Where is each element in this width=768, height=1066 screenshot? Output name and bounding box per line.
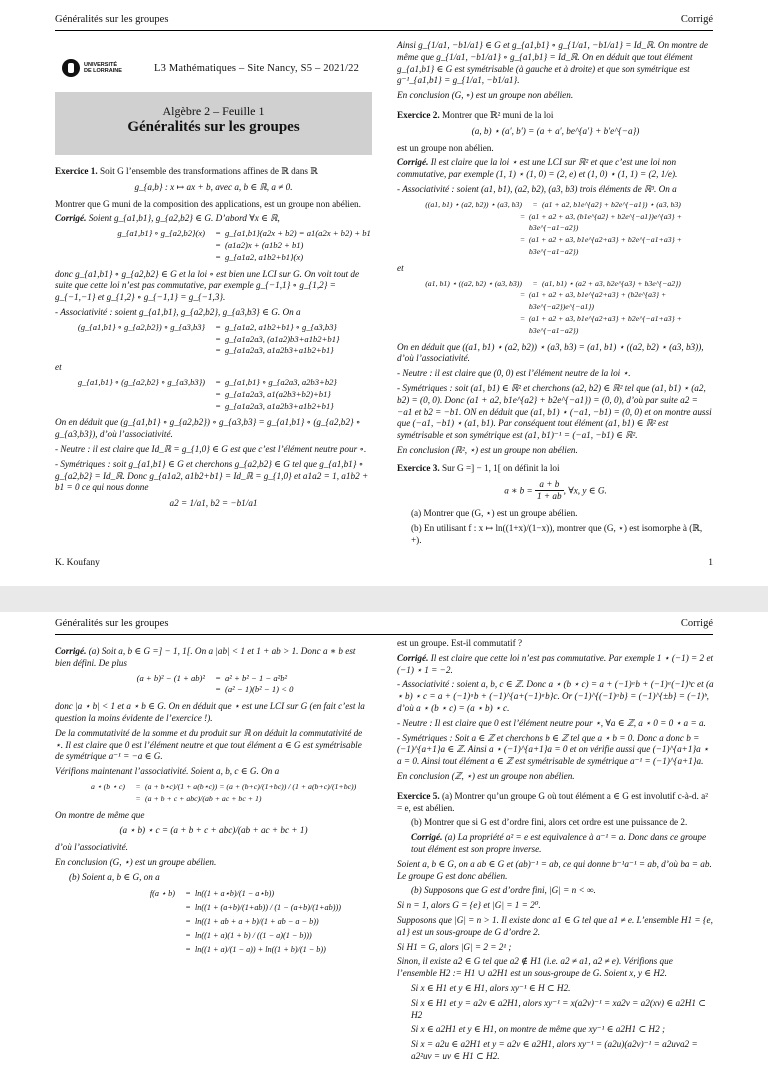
equation-block-8: f(a ⋆ b) = ln((1 + a⋆b)/(1 − a⋆b)) = ln((1 + (a+b)/(1+ab)) / (1 − (a+b)/(1+ab))) = ln((1 + ab + a + b)/(1 + ab − a − b)) = ln((1 + a)(1 + b) / ((1 − a)(1 − b))) = ln((1 + a)/(1 − a)) + ln((1 + b)/(1 − b)) bbox=[149, 888, 341, 954]
conclusion: En conclusion (G, ⋆) est un groupe abélien. bbox=[55, 856, 217, 867]
paragraph: On en déduit que (g_{a1,b1} ∘ g_{a2,b2}) ∘ g_{a3,b3} = g_{a1,b1} ∘ (g_{a2,b2} ∘ g_{a3,b3}), d’où l’associativité. bbox=[55, 417, 361, 440]
exercise-1-label: Exercice 1. bbox=[55, 166, 98, 176]
equation-block-5: (a1, b1) ⋆ ((a2, b2) ⋆ (a3, b3)) = (a1, b1) ⋆ (a2 + a3, b2e^{a3} + b3e^{−a2}) = (a1 + a2 + a3, b1e^{a2+a3} + (b2e^{a3} + b3e^{−a2})e^{−a1}) = (a1 + a2 + a3, b1e^{a2+a3} + b2e^{−a1+a3} + b3e^{−a1−a2}) bbox=[425, 278, 682, 335]
paragraph: On montre de même que bbox=[55, 809, 145, 820]
paragraph: est un groupe. Est-il commutatif ? bbox=[397, 638, 523, 648]
equation-block-6: (a + b)² − (1 + ab)² = a² + b² − 1 − a²b² = (a² − 1)(b² − 1) < 0 bbox=[136, 672, 294, 695]
associativity-paragraph: - Associativité : soient a, b, c ∈ ℤ. Donc a ⋆ (b ⋆ c) = a + (−1)ᵃb + (−1)ᵃ(−1)ᵇc et (a ⋆ b) ⋆ c = a + (−1)ᵃb + (−1)^{a+(−1)ᵃb}c. Or (−1)^{(−1)ᵃb} = (−1)^{±b} = (−1)ᵇ, d’où a ⋆ (b ⋆ c) = (a ⋆ b) ⋆ c. bbox=[397, 679, 714, 713]
paragraph: On en déduit que ((a1, b1) ⋆ (a2, b2)) ⋆ (a3, b3) = (a1, b1) ⋆ ((a2, b2) ⋆ (a3, b3)), d’où l’associativité. bbox=[397, 341, 704, 364]
left-column bbox=[55, 646, 372, 962]
paragraph: Soient a, b ∈ G, on a ab ∈ G et (ab)⁻¹ = ab, ce qui donne b⁻¹a⁻¹ = ab, d’où ba = ab. Le groupe G est donc abélien. bbox=[397, 858, 712, 881]
paragraph: Si n = 1, alors G = {e} et |G| = 1 = 2⁰. bbox=[397, 900, 541, 911]
equation-block-7: a ⋆ (b ⋆ c) = (a + b⋆c)/(1 + a(b⋆c)) = (a + (b+c)/(1+bc)) / (1 + a(b+c)/(1+bc)) = (a + b + c + abc)/(ab + ac + bc + 1) bbox=[90, 781, 357, 803]
page-number: 1 bbox=[708, 558, 713, 568]
symmetric-paragraph: - Symétriques : soit (a1, b1) ∈ ℝ² et cherchons (a2, b2) ∈ ℝ² tel que (a1, b1) ⋆ (a2, b2) = (0, 0). Donc (a1 + a2, b1e^{a2} + b2e^{−a1}) = (0, 0), d’où par suite a2 = −a1 et b2 = −b1. ON en déduit que (a1, b1) ⋆ (−a1, −b1) = (0, 0) et on montre aussi que (−a1, −b1) ⋆ (a1, b1). Par conséquent tout élément (a1, b1) ∈ ℝ² est symétrisable et son symétrique est (a1, b1)⁻¹ = (−a1, −b1) ∈ ℝ². bbox=[397, 382, 712, 441]
corrige-label: Corrigé. bbox=[55, 213, 87, 224]
exercise-5-part-a: (a) Montrer qu’un groupe G où tout élément a ∈ G est involutif c-à-d. a² = e, est abélien. bbox=[397, 790, 708, 813]
exercise-2-text: Montrer que ℝ² muni de la loi bbox=[441, 109, 554, 120]
corrige-text: (a) Soit a, b ∈ G =] − 1, 1[. On a |ab| < 1 et 1 + ab > 1. Donc a ∗ b est bien défini. De plus bbox=[55, 646, 356, 668]
exercise-5-label: Exercice 5. bbox=[397, 790, 440, 801]
exercise-5-part-b: (b) Montrer que si G est d’ordre fini, alors cet ordre est une puissance de 2. bbox=[411, 817, 688, 828]
header-left: Généralités sur les groupes bbox=[55, 618, 169, 629]
paragraph: Si x ∈ a2H1 et y ∈ H1, on montre de même que xy⁻¹ ∈ a2H1 ⊂ H2 ; bbox=[411, 1024, 666, 1035]
neutral-paragraph: - Neutre : Il est claire que 0 est l’élément neutre pour ⋆, ∀a ∈ ℤ, a ⋆ 0 = 0 ⋆ a = a. bbox=[397, 717, 706, 728]
logo-text: UNIVERSITÉ DE LORRAINE bbox=[84, 62, 122, 74]
paragraph: (b) Soient a, b ∈ G, on a bbox=[69, 871, 160, 882]
equation-block-2: (g_{a1,b1} ∘ g_{a2,b2}) ∘ g_{a3,b3} = g_{a1a2, a1b2+b1} ∘ g_{a3,b3} = g_{a1a2a3, (a1a2)b3+a1b2+b1} = g_{a1a2a3, a1a2b3+a1b2+b1} bbox=[77, 321, 340, 356]
header-left: Généralités sur les groupes bbox=[55, 14, 169, 25]
author: K. Koufany bbox=[55, 558, 100, 568]
exercise-3-label: Exercice 3. bbox=[397, 462, 440, 473]
right-column bbox=[397, 40, 714, 549]
paragraph: Si x = a2u ∈ a2H1 et y = a2v ∈ a2H1, alors xy⁻¹ = (a2u)(a2v)⁻¹ = a2uva2 = a2²uv = uv ∈ H1 ⊂ H2. bbox=[411, 1039, 698, 1061]
neutral-paragraph: - Neutre : il est claire que (0, 0) est l’élément neutre de la loi ⋆. bbox=[397, 368, 631, 379]
page-separator bbox=[0, 586, 768, 612]
sheet-title-box bbox=[55, 92, 372, 155]
equation-block-3: g_{a1,b1} ∘ (g_{a2,b2} ∘ g_{a3,b3}) = g_{a1,b1} ∘ g_{a2a3, a2b3+b2} = g_{a1a2a3, a1(a2b3+b2)+b1} = g_{a1a2a3, a1a2b3+a1b2+b1} bbox=[77, 376, 337, 411]
left-column bbox=[55, 166, 372, 515]
exercise-1-question: Montrer que G muni de la composition des applications, est un groupe non abélien. bbox=[55, 198, 361, 209]
paragraph: donc g_{a1,b1} ∘ g_{a2,b2} ∈ G et la loi ∘ est bien une LCI sur G. On voit tout de suite que cette loi n’est pas commutative, par exemple g_{−1,1} ∘ g_{1,2} = g_{−1,−1} et g_{1,2} ∘ g_{−1,1} = g_{−1,3}. bbox=[55, 268, 360, 303]
equation-row: = g_{a1a2, a1b2+b1}(x) bbox=[215, 251, 304, 262]
equation-block-4: ((a1, b1) ⋆ (a2, b2)) ⋆ (a3, b3) = (a1 + a2, b1e^{a2} + b2e^{−a1}) ⋆ (a3, b3) = (a1 + a2 + a3, (b1e^{a2} + b2e^{−a1})e^{a3} + b3e^{−a1−a2}) = (a1 + a2 + a3, b1e^{a2+a3} + b2e^{−a1+a3} + b3e^{−a1−a2}) bbox=[425, 199, 682, 256]
corrige-text: Il est claire que cette loi n’est pas commutative. Par exemple 1 ⋆ (−1) = 2 et (−1) ⋆ 1 = −2. bbox=[397, 652, 714, 675]
paragraph: Vérifions maintenant l’associativité. Soient a, b, c ∈ G. On a bbox=[55, 766, 280, 777]
corrige-intro: Soient g_{a1,b1}, g_{a2,b2} ∈ G. D’abord ∀x ∈ ℝ, bbox=[88, 213, 280, 224]
conclusion: En conclusion (G, ∘) est un groupe non abélien. bbox=[397, 90, 574, 101]
course-banner bbox=[62, 57, 372, 79]
exercise-2-equation: (a, b) ⋆ (a′, b′) = (a + a′, be^{a′} + b′e^{−a}) bbox=[471, 125, 640, 136]
header-right: Corrigé bbox=[680, 14, 713, 25]
conclusion: En conclusion (ℤ, ⋆) est un groupe non abélien. bbox=[397, 770, 575, 781]
corrige-label: Corrigé. bbox=[397, 652, 429, 663]
exercise-3-part-a: (a) Montrer que (G, ⋆) est un groupe abélien. bbox=[411, 508, 578, 519]
exercise-2-question: est un groupe non abélien. bbox=[397, 142, 494, 153]
page-2 bbox=[0, 612, 768, 1061]
exercise-2-label: Exercice 2. bbox=[397, 109, 440, 120]
symmetric-paragraph: - Symétriques : Soit a ∈ ℤ et cherchons b ∈ ℤ tel que a ⋆ b = 0. Donc a donc b = (−1)^{a+1}a ∈ ℤ. Ainsi a ⋆ (−1)^{a+1}a = 0 et on vérifie aussi que (−1)^{a+1}a ⋆ a = 0. Ainsi tout élément a ∈ ℤ est symétrisable de symétrique a⁻¹ = (−1)^{a+1}a. bbox=[397, 732, 709, 767]
equation: (a ⋆ b) ⋆ c = (a + b + c + abc)/(ab + ac + bc + 1) bbox=[119, 825, 308, 836]
paragraph: et bbox=[55, 362, 62, 373]
paragraph: Ainsi g_{1/a1, −b1/a1} ∈ G et g_{a1,b1} ∘ g_{1/a1, −b1/a1} = Id_ℝ. On montre de même que g_{1/a1, −b1/a1} ∘ g_{a1,b1} = Id_ℝ. On en déduit que tout élément g_{a1,b1} ∈ G est symétrisable (à gauche et à droite) et que son symétrique est g⁻¹_{a1,b1} = g_{1/a1, −b1/a1}. bbox=[397, 40, 709, 86]
corrige-label: Corrigé. bbox=[411, 832, 443, 843]
paragraph: (b) Supposons que G est d’ordre fini, |G| = n < ∞. bbox=[411, 885, 596, 896]
paragraph: Supposons que |G| = n > 1. Il existe donc a1 ∈ G tel que a1 ≠ e. L’ensemble H1 = {e, a1} est un sous-groupe de G d’ordre 2. bbox=[397, 914, 713, 937]
corrige-label: Corrigé. bbox=[55, 646, 87, 656]
sheet-subtitle: Algèbre 2 – Feuille 1 bbox=[162, 104, 265, 118]
equation-block-1 bbox=[55, 228, 372, 263]
equation-row: g_{a1,b1} ∘ g_{a2,b2}(x) = g_{a1,b1}(a2x + b2) = a1(a2x + b2) + b1 bbox=[117, 228, 371, 239]
university-logo-icon bbox=[62, 59, 80, 77]
paragraph: De la commutativité de la somme et du produit sur ℝ on déduit la commutativité de ⋆. Il est claire que 0 est l’élément neutre et que tout élément a ∈ G est symétrisable de symétrique a⁻¹ = −a ∈ G. bbox=[55, 727, 363, 762]
exercise-3-equation: a ∗ b = $\frac{a + b}{1 + ab}$ , ∀x, y ∈ G. bbox=[504, 478, 607, 502]
paragraph: Sinon, il existe a2 ∈ G tel que a2 ∉ H1 (i.e. a2 ≠ a1, a2 ≠ e). Vérifions que l’ensemble H2 := H1 ∪ a2H1 est un sous-groupe de G. Soient x, y ∈ H2. bbox=[397, 956, 673, 979]
symmetric-paragraph: - Symétriques : soit g_{a1,b1} ∈ G et cherchons g_{a2,b2} ∈ G tel que g_{a1,b1} ∘ g_{a2,b2} = Id_ℝ. Donc g_{a1a2, a1b2+b1} = Id_ℝ = g_{1,0} et a1a2 = 1, a1b2 + b1 = 0 ce qui nous donne bbox=[55, 458, 369, 493]
paragraph: d’où l’associativité. bbox=[55, 842, 128, 853]
paragraph: et bbox=[397, 262, 404, 273]
paragraph: donc |a ⋆ b| < 1 et a ⋆ b ∈ G. On en déduit que ⋆ est une LCI sur G (en fait c’est la question la moins évidente de l’exercice !). bbox=[55, 701, 365, 723]
associativity-paragraph: - Associativité : soient g_{a1,b1}, g_{a2,b2}, g_{a3,b3} ∈ G. On a bbox=[55, 306, 301, 317]
paragraph: Si x ∈ H1 et y ∈ H1, alors xy⁻¹ ∈ H ⊂ H2. bbox=[411, 982, 571, 993]
exercise-3-text: Sur G =] − 1, 1[ on définit la loi bbox=[441, 462, 560, 473]
page-footer bbox=[55, 558, 713, 568]
paragraph: Si x ∈ H1 et y = a2v ∈ a2H1, alors xy⁻¹ = x(a2v)⁻¹ = xa2v = a2(xv) ∈ a2H1 ⊂ H2 bbox=[411, 997, 706, 1020]
associativity-paragraph: - Associativité : soient (a1, b1), (a2, b2), (a3, b3) trois éléments de ℝ³. On a bbox=[397, 183, 677, 194]
exercise-1-equation: g_{a,b} : x ↦ ax + b, avec a, b ∈ ℝ, a ≠ 0. bbox=[134, 181, 293, 192]
exercise-1-text: Soit G l’ensemble des transformations affines de ℝ dans ℝ bbox=[99, 166, 318, 176]
page-header bbox=[55, 618, 713, 635]
paragraph: Si H1 = G, alors |G| = 2 = 2¹ ; bbox=[397, 941, 512, 952]
final-equation: a2 = 1/a1, b2 = −b1/a1 bbox=[169, 498, 258, 509]
right-column bbox=[397, 638, 714, 1066]
header-right: Corrigé bbox=[680, 618, 713, 629]
exercise-3-part-b: (b) En utilisant f : x ↦ ln((1+x)/(1−x)), montrer que (G, ⋆) est isomorphe à (ℝ, +). bbox=[411, 522, 703, 545]
conclusion: En conclusion (ℝ², ⋆) est un groupe non abélien. bbox=[397, 444, 578, 455]
corrige-label: Corrigé. bbox=[397, 157, 429, 168]
neutral-paragraph: - Neutre : il est claire que Id_ℝ = g_{1,0} ∈ G est que c’est l’élément neutre pour ∘. bbox=[55, 443, 367, 454]
sheet-title: Généralités sur les groupes bbox=[127, 119, 300, 135]
corrige-text: Il est claire que la loi ⋆ est une LCI sur ℝ² et que c’est une loi non commutative, par exemple (1, 1) ⋆ (1, 0) = (2, e) et (1, 0) ⋆ (1, 1) = (2, 1/e). bbox=[397, 157, 678, 180]
equation-row: = (a1a2)x + (a1b2 + b1) bbox=[215, 239, 304, 250]
page-header bbox=[55, 14, 713, 31]
course-title: L3 Mathématiques – Site Nancy, S5 – 2021/22 bbox=[154, 62, 360, 74]
corrige-text: (a) La propriété a² = e est equivalence à a⁻¹ = a. Donc dans ce groupe tout élément est son propre inverse. bbox=[411, 832, 707, 854]
